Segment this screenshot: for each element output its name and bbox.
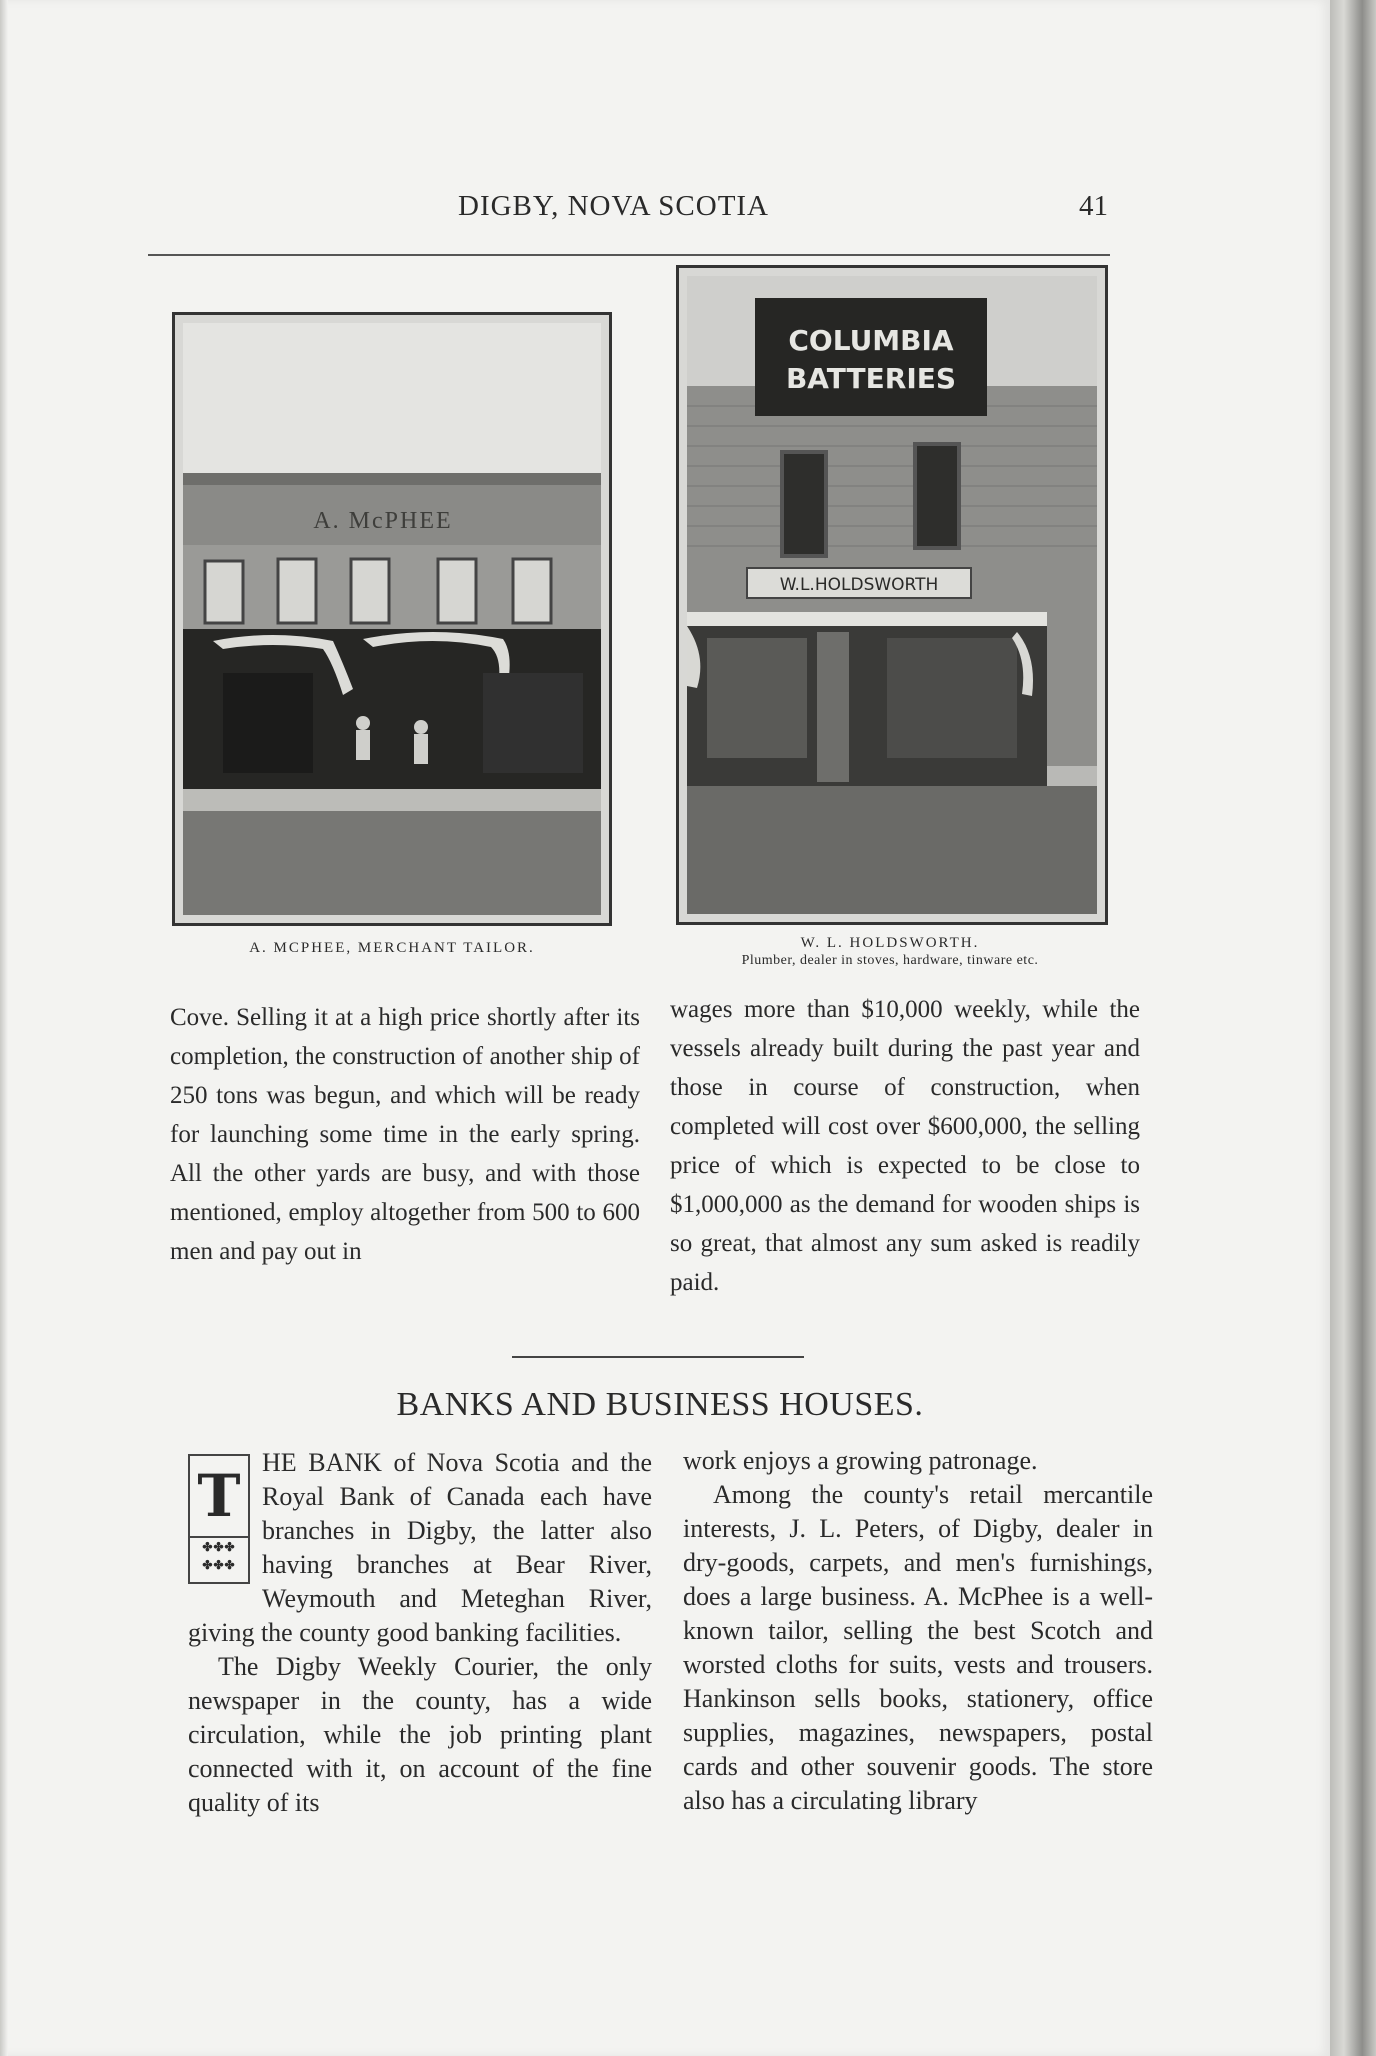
section-divider xyxy=(512,1356,804,1358)
page-number: 41 xyxy=(1079,190,1108,222)
banks-paragraph xyxy=(188,1446,652,1650)
upper-right-paragraph: wages more than $10,000 weekly, while the vessels already built during the past year and those in course of construction, when completed will cost over $600,000, the selling price of which is expected to be close to $1,000,000 as the demand for wooden ships is so great, that almost any sum asked is readily paid. xyxy=(670,996,1140,1296)
page-left-edge xyxy=(0,0,8,2056)
holdsworth-shop-illustration xyxy=(687,276,1097,914)
upper-column-right xyxy=(670,990,1140,1302)
book-edge xyxy=(1330,0,1376,2056)
mcphee-storefront-photo xyxy=(172,312,612,926)
upper-column-left xyxy=(170,998,640,1271)
courier-paragraph: The Digby Weekly Courier, the only newspaper in the county, has a wide circulation, while the job printing plant connected with it, on account of the fine quality of its xyxy=(188,1652,652,1817)
holdsworth-shop-photo xyxy=(676,265,1108,925)
banks-paragraph-text: HE BANK of Nova Scotia and the Royal Bank of Canada each have branches in Digby, the latter also having branches at Bear River, Weymouth and Meteghan River, giving the county good banking facilities. xyxy=(188,1448,652,1647)
lower-column-right xyxy=(683,1444,1153,1818)
columbia-sign-line-1: COLUMBIA xyxy=(788,324,954,357)
columbia-sign-line-2: BATTERIES xyxy=(785,362,957,395)
retail-paragraph: Among the county's retail mercantile interests, J. L. Peters, of Digby, dealer in dry-goods, carpets, and men's furnishings, does a large business. A. McPhee is a well-known tailor, selling the best Scotch and worsted cloths for suits, vests and trousers. Hankinson sells books, stationery, office supplies, magazines, newspapers, postal cards and other souvenir goods. The store also has a circulating library xyxy=(683,1480,1153,1815)
page-header xyxy=(148,190,1108,240)
holdsworth-caption xyxy=(640,935,1140,969)
dropcap-ornament: ✤✤✤ ✤✤✤ xyxy=(190,1536,248,1578)
mcphee-storefront-illustration xyxy=(183,323,601,915)
upper-left-paragraph: Cove. Selling it at a high price shortly after its completion, the construction of another ship of 250 tons was begun, and which will be ready for launching some time in the early spring. All the other yards are busy, and with those mentioned, employ altogether from 500 to 600 men and pay out in xyxy=(170,1004,640,1265)
running-head: DIGBY, NOVA SCOTIA xyxy=(458,190,770,222)
mcphee-caption: A. MCPHEE, MERCHANT TAILOR. xyxy=(249,940,535,956)
holdsworth-shop-sign: W.L.HOLDSWORTH xyxy=(779,575,939,595)
dropcap xyxy=(188,1454,250,1584)
lower-column-left xyxy=(188,1446,652,1820)
patronage-line: work enjoys a growing patronage. xyxy=(683,1446,1038,1475)
mcphee-sign-text: A. McPHEE xyxy=(313,508,453,534)
dropcap-letter: T xyxy=(197,1462,241,1530)
header-rule xyxy=(148,254,1110,256)
section-title: BANKS AND BUSINESS HOUSES. xyxy=(396,1386,924,1423)
holdsworth-caption-title: W. L. HOLDSWORTH. xyxy=(800,935,980,951)
holdsworth-subcaption: Plumber, dealer in stoves, hardware, tinware etc. xyxy=(741,953,1039,968)
